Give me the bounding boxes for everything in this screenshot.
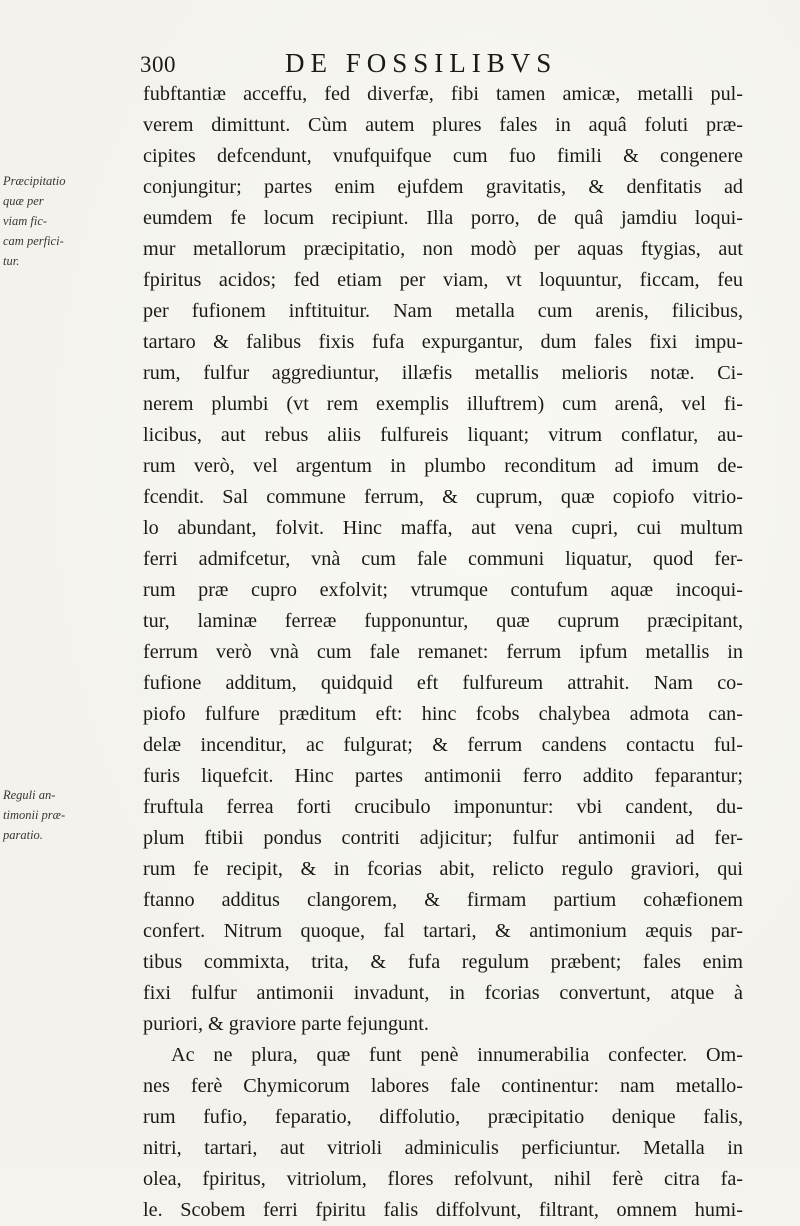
margin-note-praecipitatio	[3, 171, 131, 271]
text-line: rum verò, vel argentum in plumbo reconditum ad imum de-	[143, 455, 743, 477]
text-line: confert. Nitrum quoque, fal tartari, & antimonium æquis par-	[143, 920, 743, 942]
text-line: fubftantiæ acceffu, fed diverfæ, fibi tamen amicæ, metalli pul-	[143, 83, 743, 105]
margin-note-line: tur.	[3, 254, 20, 268]
text-line: ferrum verò vnà cum fale remanet: ferrum ipfum metallis in	[143, 641, 743, 663]
text-line: ftanno additus clangorem, & firmam partium cohæfionem	[143, 889, 743, 911]
text-line: tur, laminæ ferreæ fupponuntur, quæ cuprum præcipitant,	[143, 610, 743, 632]
text-line: puriori, & graviore parte fejungunt.	[143, 1013, 429, 1035]
text-line: per fufionem inftituitur. Nam metalla cum arenis, filicibus,	[143, 300, 743, 322]
text-line: cipites defcendunt, vnufquifque cum fuo fimili & congenere	[143, 145, 743, 167]
text-line: licibus, aut rebus aliis fulfureis liquant; vitrum conflatur, au-	[143, 424, 743, 446]
margin-note-reguli	[3, 785, 131, 845]
text-line: olea, fpiritus, vitriolum, flores refolvunt, nihil ferè citra fa-	[143, 1168, 743, 1190]
text-line: rum fufio, feparatio, diffolutio, præcipitatio denique falis,	[143, 1106, 743, 1128]
text-line: tibus commixta, trita, & fufa regulum præbent; fales enim	[143, 951, 743, 973]
margin-note-line: quæ per	[3, 194, 44, 208]
text-line: nes ferè Chymicorum labores fale continentur: nam metallo-	[143, 1075, 743, 1097]
text-line: fufione additum, quidquid eft fulfureum attrahit. Nam co-	[143, 672, 743, 694]
margin-note-line: paratio.	[3, 828, 43, 842]
text-line: ferri admifcetur, vnà cum fale communi liquatur, quod fer-	[143, 548, 743, 570]
text-line: fcendit. Sal commune ferrum, & cuprum, quæ copiofo vitrio-	[143, 486, 743, 508]
paragraph-start-line: Ac ne plura, quæ funt penè innumerabilia confecter. Om-	[171, 1044, 743, 1066]
text-line: delæ incenditur, ac fulgurat; & ferrum candens contactu ful-	[143, 734, 743, 756]
text-line: mur metallorum præcipitatio, non modò per aquas ftygias, aut	[143, 238, 743, 260]
text-line: rum, fulfur aggrediuntur, illæfis metallis melioris notæ. Ci-	[143, 362, 743, 384]
text-line: fpiritus acidos; fed etiam per viam, vt loquuntur, ficcam, feu	[143, 269, 743, 291]
running-head: DE FOSSILIBVS	[285, 48, 558, 78]
page-number: 300	[140, 52, 176, 77]
text-line: eumdem fe locum recipiunt. Illa porro, de quâ jamdiu loqui-	[143, 207, 743, 229]
text-line: furis liquefcit. Hinc partes antimonii ferro addito feparantur;	[143, 765, 743, 787]
margin-note-line: Reguli an-	[3, 788, 56, 802]
text-line: le. Scobem ferri fpiritu falis diffolvunt, filtrant, omnem humi-	[143, 1199, 743, 1221]
text-line: rum fe recipit, & in fcorias abit, relicto regulo graviori, qui	[143, 858, 743, 880]
text-line: rum præ cupro exfolvit; vtrumque contufum aquæ incoqui-	[143, 579, 743, 601]
text-line: verem dimittunt. Cùm autem plures fales in aquâ foluti præ-	[143, 114, 743, 136]
margin-note-line: timonii præ-	[3, 808, 66, 822]
text-line: nitri, tartari, aut vitrioli adminiculis perficiuntur. Metalla in	[143, 1137, 743, 1159]
page-header	[140, 48, 740, 80]
text-line: nerem plumbi (vt rem exemplis illuftrem) cum arenâ, vel fi-	[143, 393, 743, 415]
text-line: fruftula ferrea forti crucibulo imponuntur: vbi candent, du-	[143, 796, 743, 818]
margin-note-line: cam perfici-	[3, 234, 64, 248]
body-text	[143, 79, 743, 1226]
text-line: tartaro & falibus fixis fufa expurgantur, dum fales fixi impu-	[143, 331, 743, 353]
text-line: piofo fulfure præditum eft: hinc fcobs chalybea admota can-	[143, 703, 743, 725]
text-line: lo abundant, folvit. Hinc maffa, aut vena cupri, cui multum	[143, 517, 743, 539]
margin-note-line: viam fic-	[3, 214, 48, 228]
text-line: plum ftibii pondus contriti adjicitur; fulfur antimonii ad fer-	[143, 827, 743, 849]
text-line: fixi fulfur antimonii invadunt, in fcorias convertunt, atque à	[143, 982, 743, 1004]
margin-note-line: Præcipitatio	[3, 174, 66, 188]
text-line: conjungitur; partes enim ejufdem gravitatis, & denfitatis ad	[143, 176, 743, 198]
